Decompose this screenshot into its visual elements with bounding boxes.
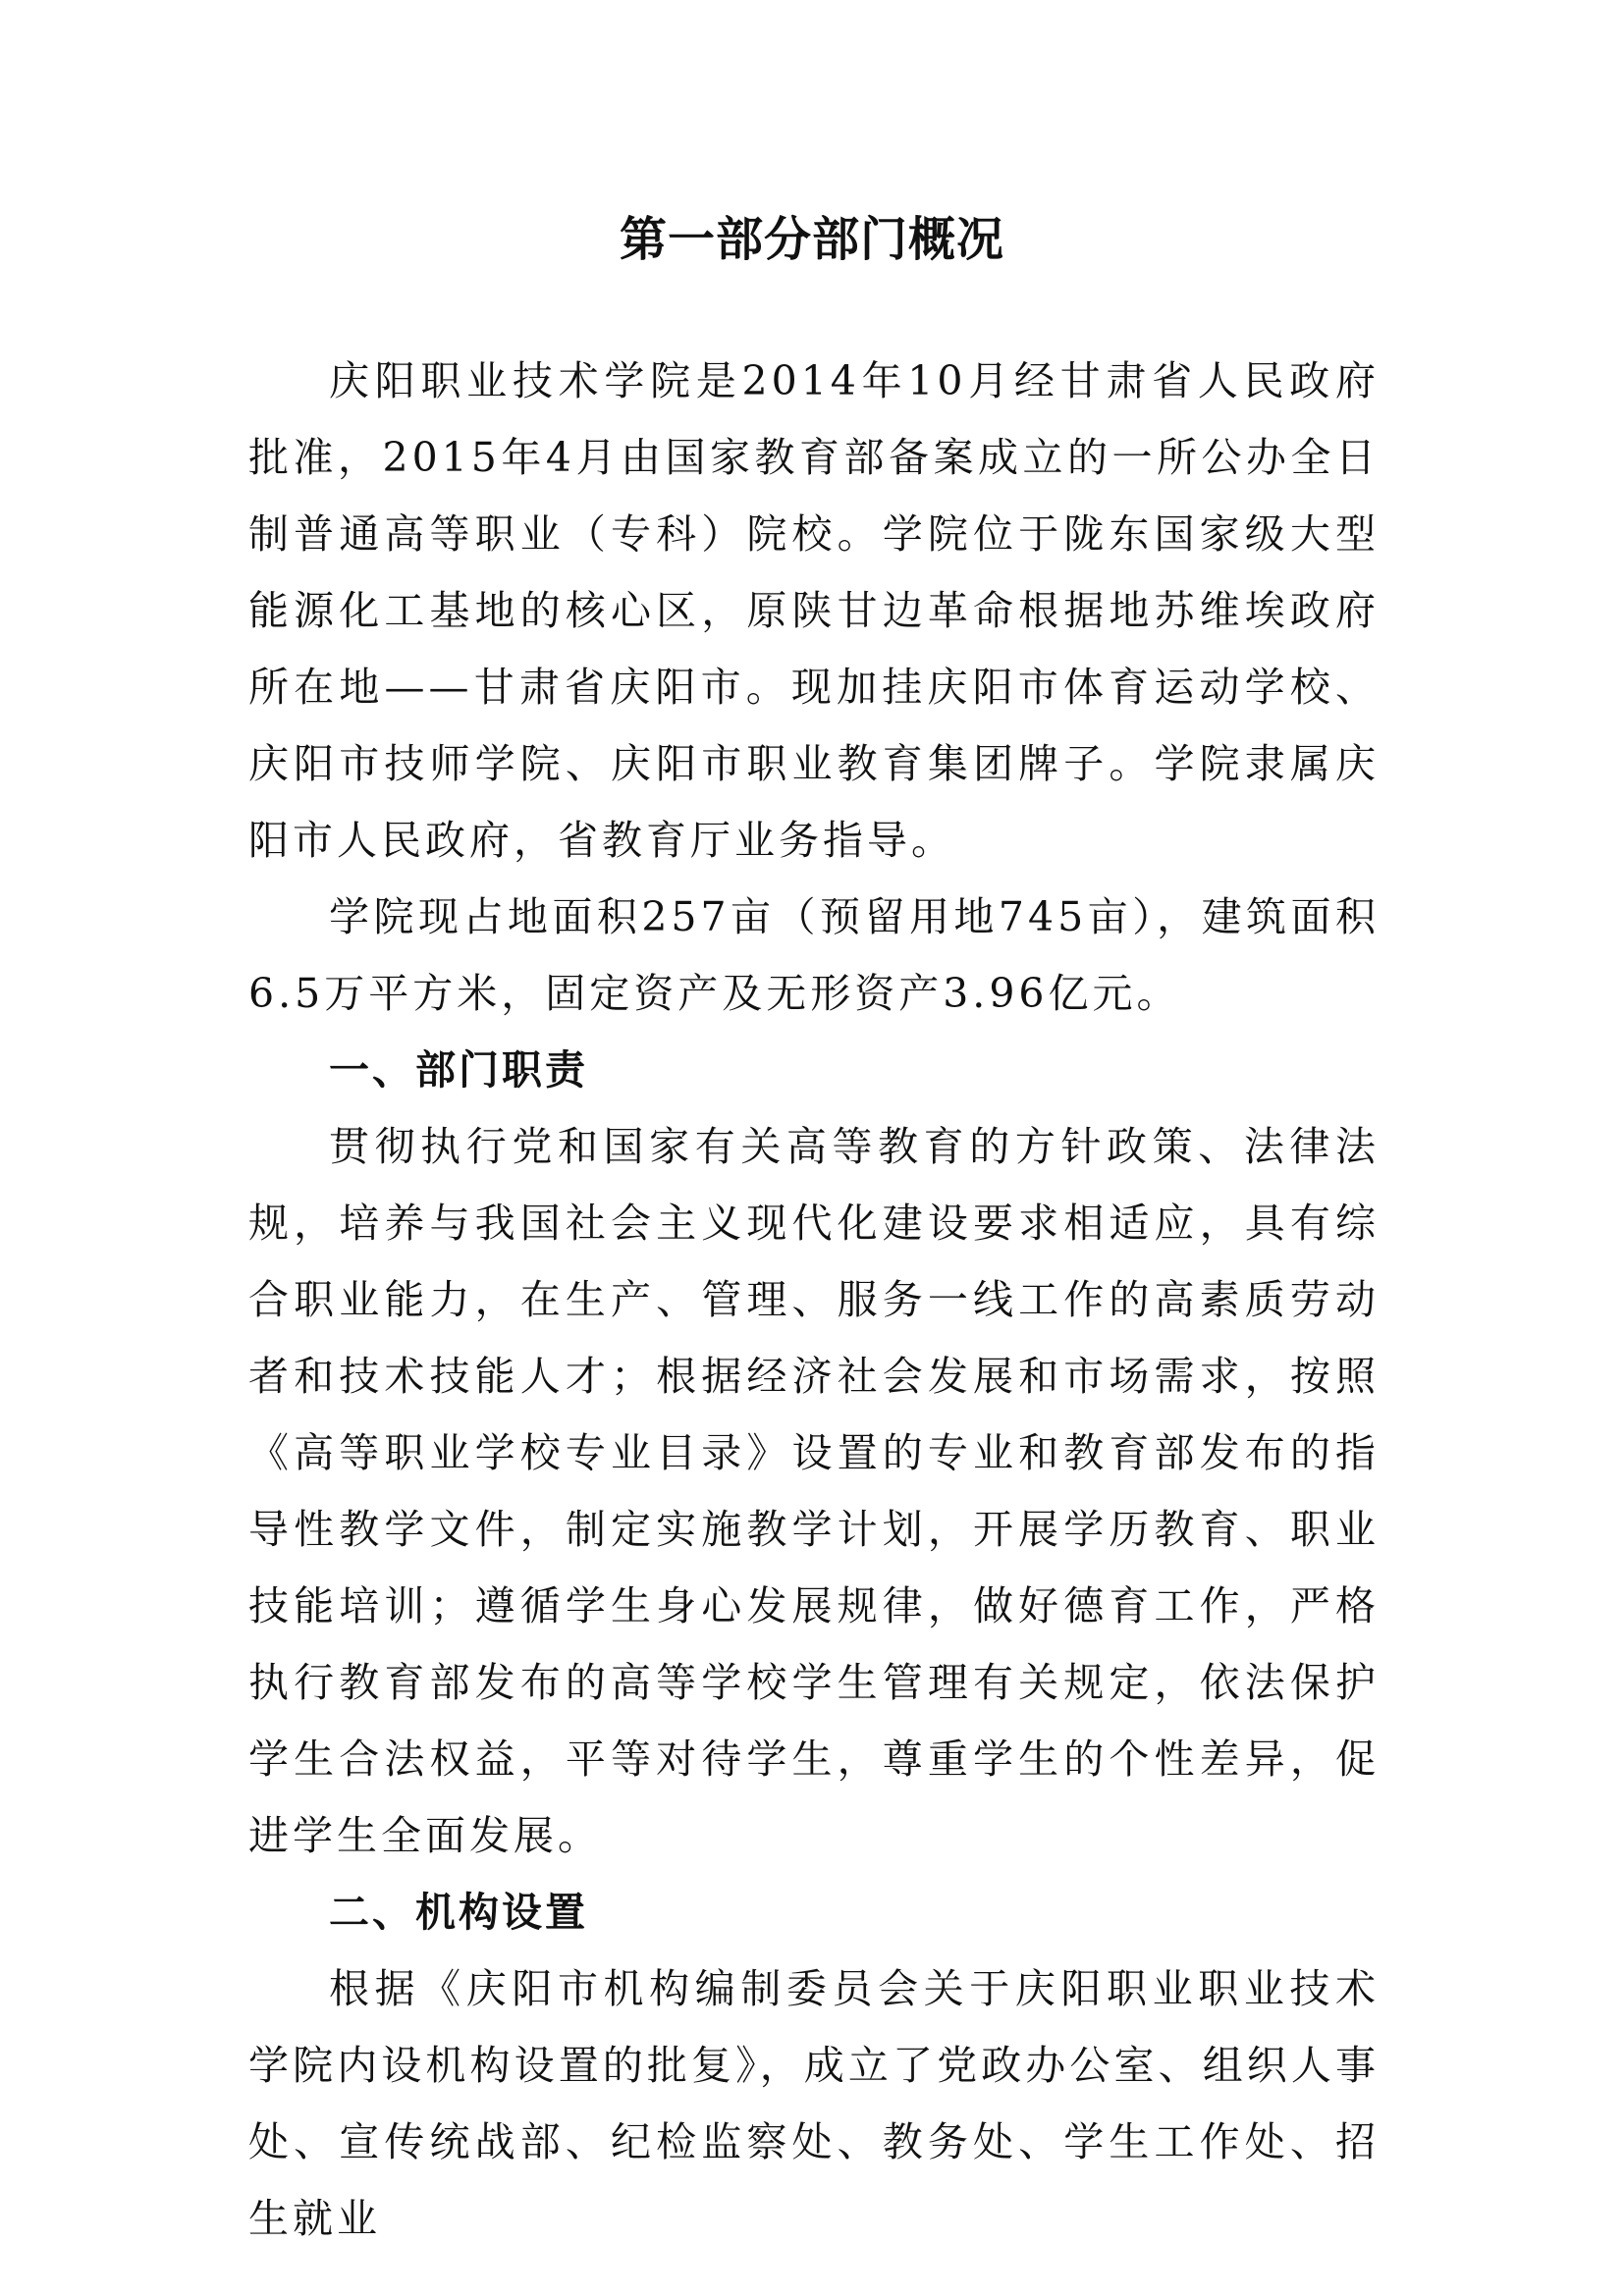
document-body <box>248 343 1380 2257</box>
page-title: 第一部分部门概况 <box>619 212 1004 267</box>
paragraph-duties: 贯彻执行党和国家有关高等教育的方针政策、法律法规，培养与我国社会主义现代化建设要求相适应，具有综合职业能力，在生产、管理、服务一线工作的高素质劳动者和技术技能人才；根据经济社会发展和市场需求，按照《高等职业学校专业目录》设置的专业和教育部发布的指导性教学文件，制定实施教学计划，开展学历教育、职业技能培训；遵循学生身心发展规律，做好德育工作，严格执行教育部发布的高等学校学生管理有关规定，依法保护学生合法权益，平等对待学生，尊重学生的个性差异，促进学生全面发展。 <box>248 1123 1380 1859</box>
paragraph-area: 学院现占地面积257亩（预留用地745亩），建筑面积6.5万平方米，固定资产及无形资产3.96亿元。 <box>248 893 1380 1017</box>
heading-organization-structure: 二、机构设置 <box>329 1889 588 1936</box>
heading-department-duties: 一、部门职责 <box>329 1046 588 1094</box>
paragraph-intro: 庆阳职业技术学院是2014年10月经甘肃省人民政府批准，2015年4月由国家教育部备案成立的一所公办全日制普通高等职业（专科）院校。学院位于陇东国家级大型能源化工基地的核心区，原陕甘边革命根据地苏维埃政府所在地——甘肃省庆阳市。现加挂庆阳市体育运动学校、庆阳市技师学院、庆阳市职业教育集团牌子。学院隶属庆阳市人民政府，省教育厅业务指导。 <box>248 357 1380 864</box>
paragraph-structure: 根据《庆阳市机构编制委员会关于庆阳职业职业技术学院内设机构设置的批复》，成立了党政办公室、组织人事处、宣传统战部、纪检监察处、教务处、学生工作处、招生就业 <box>248 1965 1380 2242</box>
